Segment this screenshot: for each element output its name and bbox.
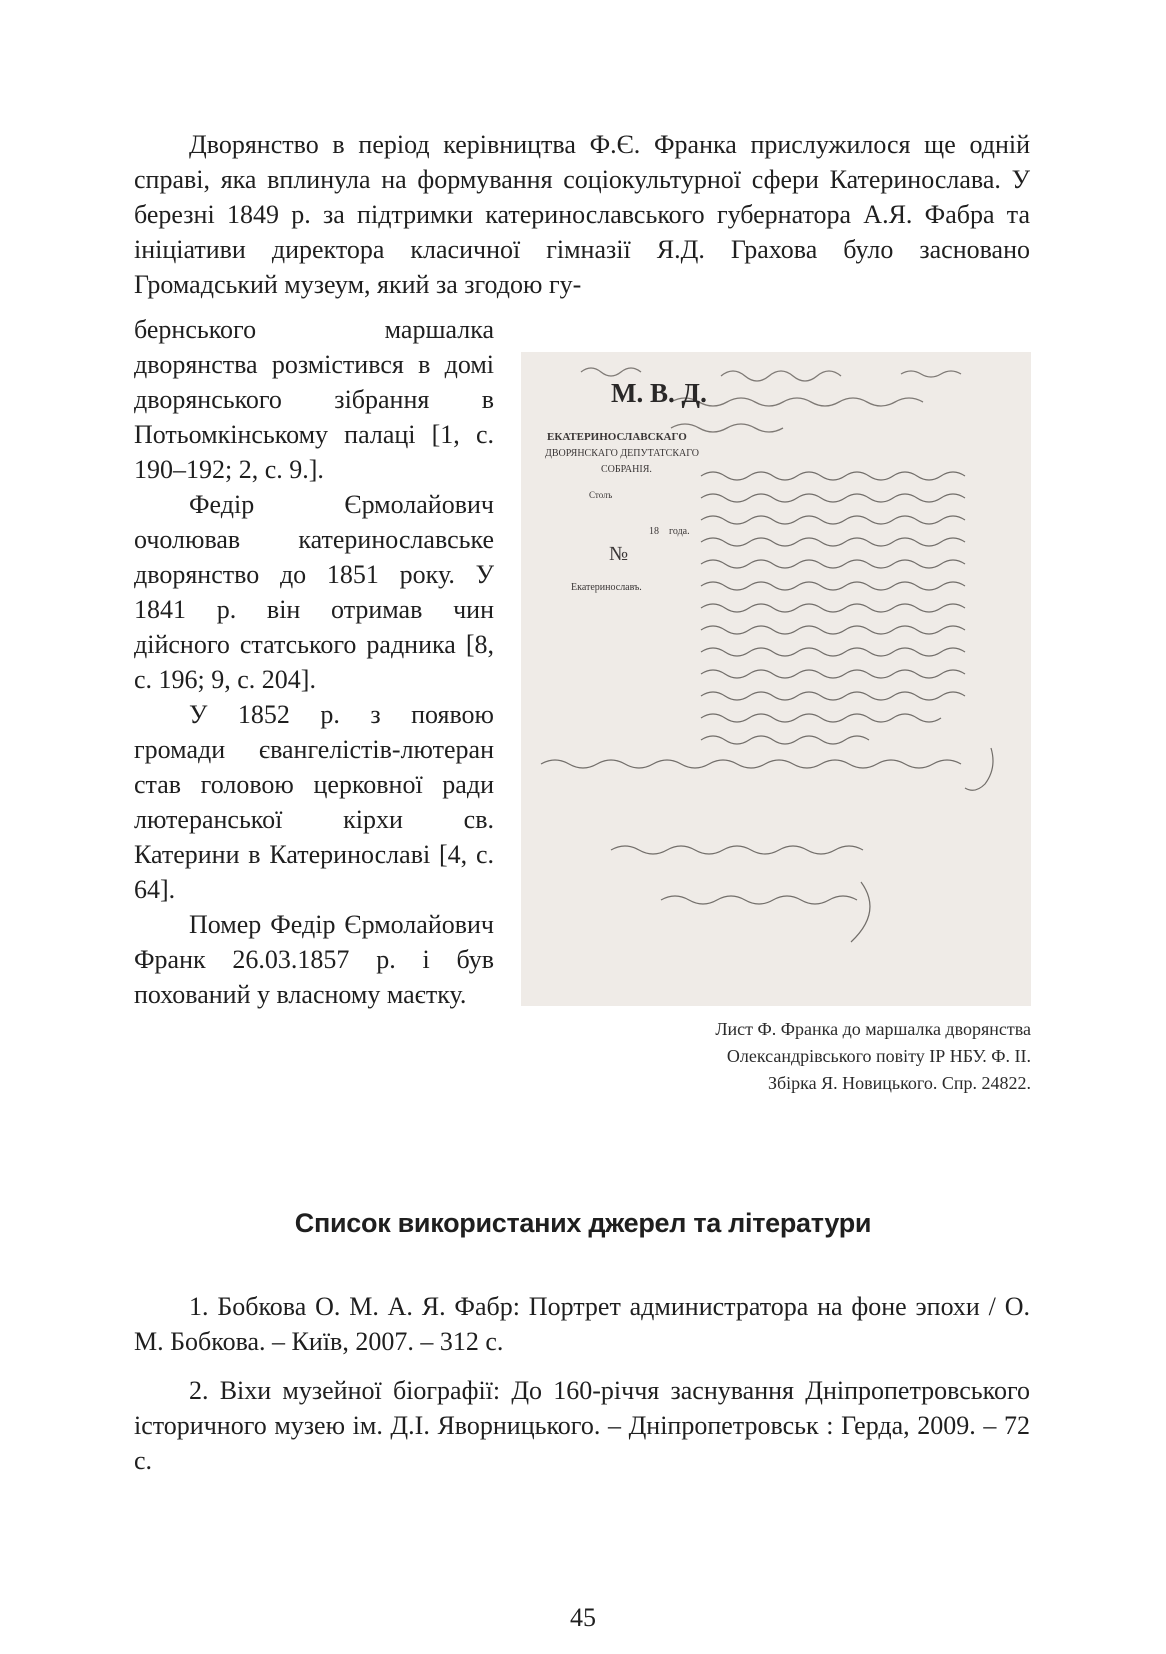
letterhead-desk: Столъ: [589, 490, 613, 500]
archival-letter-image: [521, 352, 1031, 1006]
intro-line: губернатора А.Я. Фабра та ініціативи директора класичної гімназії: [134, 200, 1030, 264]
letterhead-sub3: СОБРАНІЯ.: [601, 464, 652, 475]
column-paragraph: Помер Федір Єрмолайович Франк 26.03.1857 р. і був похований у власному маєтку.: [134, 910, 494, 1009]
letterhead-year: 18: [649, 526, 659, 537]
letterhead-main: М. В. Д.: [611, 378, 707, 408]
figure-caption: [560, 1016, 1031, 1097]
reference-item: 1. Бобкова О. М. А. Я. Фабр: Портрет администратора на фоне эпохи / О. М. Бобкова. – Київ, 2007. – 312 с.: [134, 1292, 1030, 1356]
intro-line: Я.Д. Грахова було засновано Громадський музеум, який за згодою гу-: [134, 235, 1031, 299]
letterhead-year-suffix: года.: [669, 526, 690, 537]
intro-line: Дворянство в період керівництва Ф.Є. Франка прислужилося ще: [189, 130, 956, 159]
reference-item: 2. Віхи музейної біографії: До 160-річчя заснування Дніпропетровського історичного музею ім. Д.І. Яворницького. – Дніпропетровськ : Герда, 2009. – 72 с.: [134, 1376, 1030, 1475]
references-heading: Список використаних джерел та літератури: [294, 1208, 872, 1238]
letter-scan: [521, 352, 1031, 1006]
page-number: 45: [570, 1603, 596, 1632]
intro-line: одній справі, яка вплинула на формування соціокультурної сфери: [134, 130, 1030, 194]
caption-line: Олександрівського повіту ІР НБУ. Ф. ІІ.: [726, 1046, 1031, 1066]
letterhead-sub2: ДВОРЯНСКАГО ДЕПУТАТСКАГО: [545, 448, 699, 459]
letterhead-sub1: ЕКАТЕРИНОСЛАВСКАГО: [547, 431, 687, 443]
letterhead-number-sign: №: [609, 543, 629, 565]
caption-line: Збірка Я. Новицького. Спр. 24822.: [767, 1073, 1031, 1093]
caption-line: Лист Ф. Франка до маршалка дворянства: [715, 1019, 1031, 1039]
column-paragraph: У 1852 р. з появою громади євангелістів-лютеран став головою церковної ради лютеранської кірхи св. Катерини в Катеринославі [4, с. 64].: [134, 700, 494, 904]
left-text-column: [134, 312, 494, 1012]
intro-line: Катеринослава. У березні 1849 р. за підтримки катеринославського: [134, 165, 1030, 229]
references-list: [134, 1289, 1030, 1492]
column-paragraph: Федір Єрмолайович очолював катеринославське дворянство до 1851 року. У 1841 р. він отримав чин дійсного статського радника [8, с. 196; 9, с. 204].: [134, 490, 494, 694]
column-paragraph: бернського маршалка дворянства розмістився в домі дворянського зібрання в Потьомкінському палаці [1, с. 190–192; 2, с. 9.].: [134, 315, 494, 484]
intro-paragraph: [134, 127, 1030, 302]
letterhead-city: Екатеринославъ.: [571, 582, 642, 593]
